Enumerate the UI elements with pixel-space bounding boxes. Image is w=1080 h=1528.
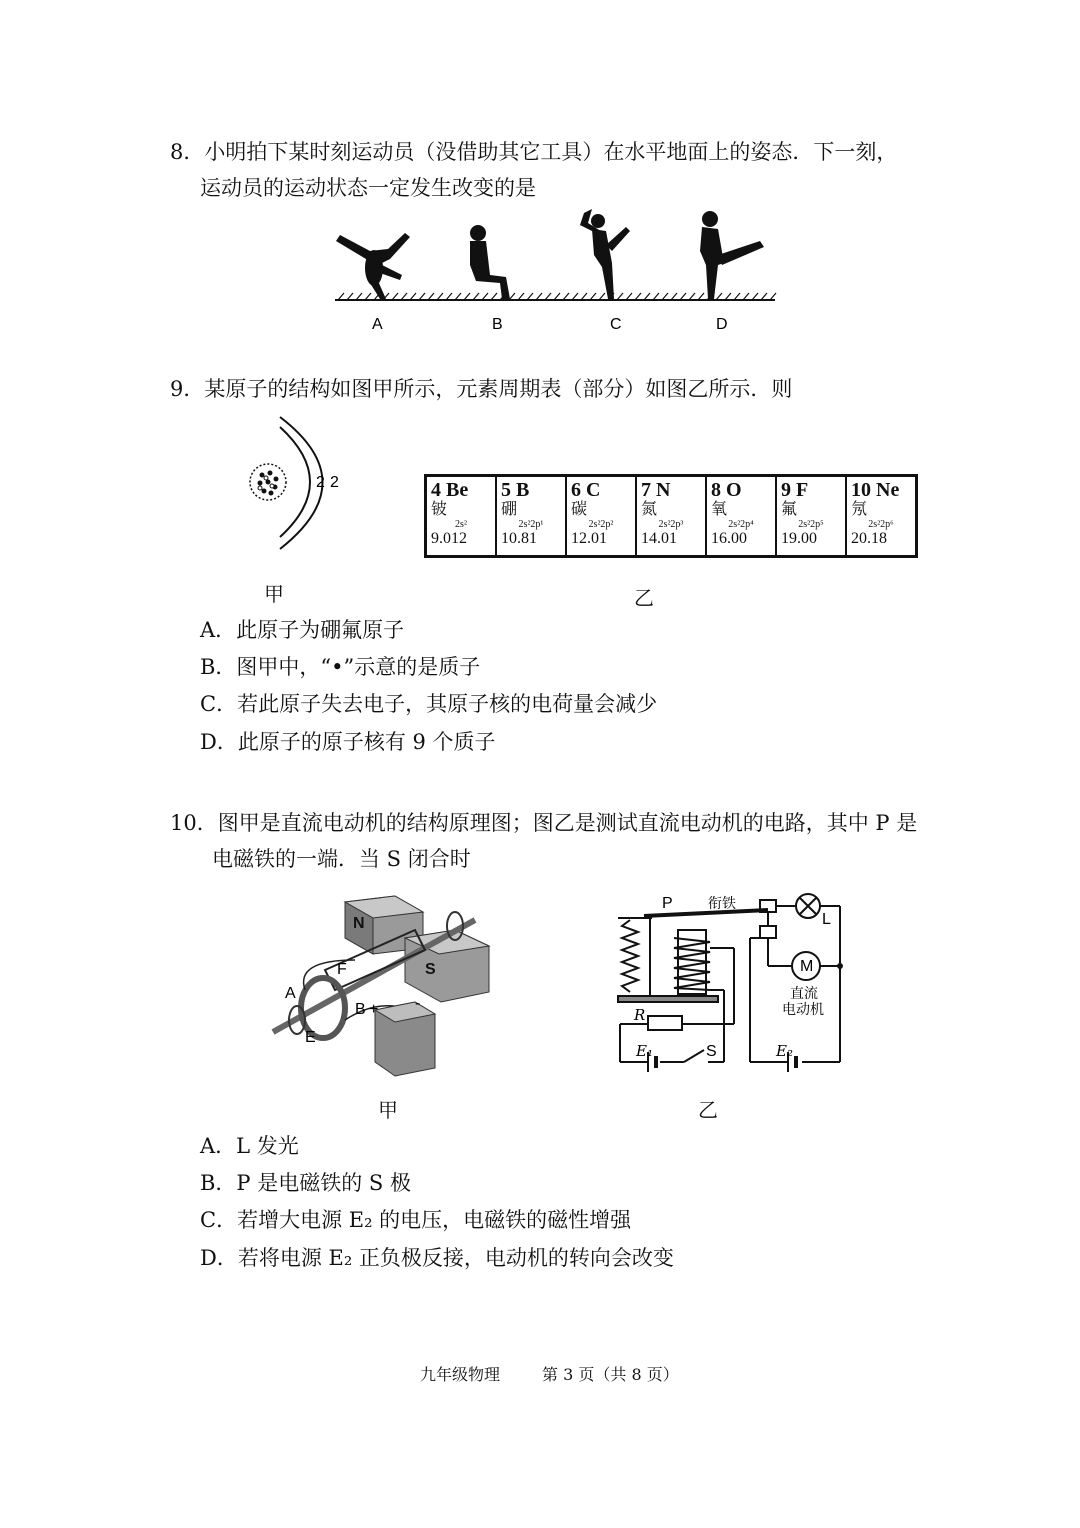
q9-option-b[interactable]: B．图甲中，“•”示意的是质子 bbox=[200, 655, 481, 679]
q10-option-b[interactable]: B．P 是电磁铁的 S 极 bbox=[200, 1171, 411, 1195]
label-plus: + bbox=[369, 1001, 379, 1018]
label-f: F bbox=[337, 961, 347, 978]
q10-caption-jia: 甲 bbox=[378, 1098, 398, 1122]
element-mass: 12.01 bbox=[571, 530, 607, 547]
element-cell bbox=[636, 476, 706, 557]
label-motor-line2: 电动机 bbox=[782, 1002, 824, 1018]
element-cell bbox=[426, 476, 497, 557]
element-name: 硼 bbox=[501, 501, 518, 518]
label-m: M bbox=[800, 958, 814, 975]
battery bbox=[375, 1002, 435, 1076]
q10-option-d[interactable]: D．若将电源 E₂ 正负极反接，电动机的转向会改变 bbox=[200, 1246, 674, 1270]
element-symbol: 5 B bbox=[501, 479, 530, 501]
element-cell bbox=[566, 476, 636, 557]
q10-stem-line2: 电磁铁的一端．当 S 闭合时 bbox=[212, 847, 471, 871]
element-config: 2s²2p⁶ bbox=[868, 519, 894, 530]
element-symbol: 10 Ne bbox=[851, 479, 900, 501]
q9-option-a[interactable]: A．此原子为硼氟原子 bbox=[200, 618, 405, 642]
label-minus: - bbox=[415, 995, 421, 1012]
element-config: 2s²2p² bbox=[588, 519, 614, 530]
q10-number: 10． bbox=[170, 811, 218, 835]
element-symbol: 7 N bbox=[641, 479, 671, 501]
spring bbox=[622, 920, 638, 992]
athlete-b-silhouette bbox=[470, 225, 510, 299]
magnet-s-label: S bbox=[425, 961, 436, 978]
q8-stem-line2: 运动员的运动状态一定发生改变的是 bbox=[200, 176, 536, 200]
periodic-table-row bbox=[426, 476, 917, 557]
periodic-table-partial bbox=[424, 474, 918, 558]
label-motor-line1: 直流 bbox=[790, 986, 818, 1002]
shell-1-label: 2 bbox=[316, 474, 325, 491]
q8-stem-line1: 8．小明拍下某时刻运动员（没借助其它工具）在水平地面上的姿态．下一刻， bbox=[170, 140, 898, 164]
element-mass: 20.18 bbox=[851, 530, 887, 547]
motor-test-circuit bbox=[600, 890, 850, 1080]
label-armature: 衔铁 bbox=[708, 896, 736, 912]
element-name: 铍 bbox=[431, 501, 448, 518]
element-cell bbox=[496, 476, 566, 557]
q9-number: 9． bbox=[170, 377, 205, 401]
element-name: 氟 bbox=[781, 501, 798, 518]
label-e2: E₂ bbox=[776, 1042, 793, 1060]
element-symbol: 4 Be bbox=[431, 479, 469, 501]
label-a: A bbox=[285, 985, 296, 1002]
element-mass: 10.81 bbox=[501, 530, 537, 547]
atom-structure-diagram bbox=[240, 415, 360, 565]
q10-option-a[interactable]: A．L 发光 bbox=[200, 1134, 299, 1158]
resistor-r bbox=[648, 1016, 682, 1030]
element-config: 2s²2p¹ bbox=[518, 519, 544, 530]
electromagnet-coil bbox=[674, 938, 710, 990]
fig-label-a: A bbox=[372, 316, 383, 333]
q9-option-c[interactable]: C．若此原子失去电子，其原子核的电荷量会减少 bbox=[200, 692, 658, 716]
element-mass: 14.01 bbox=[641, 530, 677, 547]
fig-label-b: B bbox=[492, 316, 503, 333]
element-mass: 16.00 bbox=[711, 530, 747, 547]
athlete-c-silhouette bbox=[580, 209, 630, 299]
element-name: 氧 bbox=[711, 501, 728, 518]
shell-2-label: 2 bbox=[330, 474, 339, 491]
label-b: B bbox=[355, 1001, 366, 1018]
q9-caption-jia: 甲 bbox=[264, 582, 284, 606]
magnet-n-label: N bbox=[353, 915, 365, 932]
element-symbol: 9 F bbox=[781, 479, 809, 501]
label-p: P bbox=[662, 895, 673, 912]
element-cell bbox=[846, 476, 917, 557]
element-symbol: 8 O bbox=[711, 479, 742, 501]
element-symbol: 6 C bbox=[571, 479, 601, 501]
magnet-s bbox=[405, 930, 489, 1002]
element-mass: 9.012 bbox=[431, 530, 467, 547]
athlete-a-silhouette bbox=[336, 233, 410, 299]
element-name: 氖 bbox=[851, 501, 868, 518]
q10-option-c[interactable]: C．若增大电源 E₂ 的电压，电磁铁的磁性增强 bbox=[200, 1208, 632, 1232]
switch-s bbox=[684, 1050, 704, 1062]
fig-label-c: C bbox=[610, 316, 622, 333]
element-config: 2s² bbox=[455, 519, 467, 530]
element-cell bbox=[776, 476, 846, 557]
q9-caption-yi: 乙 bbox=[634, 586, 654, 610]
athlete-d-silhouette bbox=[700, 211, 764, 299]
element-name: 氮 bbox=[641, 501, 658, 518]
label-e1: E₁ bbox=[636, 1042, 653, 1060]
shell-1 bbox=[280, 427, 310, 537]
element-name: 碳 bbox=[571, 501, 588, 518]
label-l: L bbox=[822, 911, 831, 928]
q8-figure-athletes bbox=[330, 205, 780, 340]
footer-page-number: 第 3 页（共 8 页） bbox=[542, 1365, 679, 1384]
q9-stem: 9．某原子的结构如图甲所示，元素周期表（部分）如图乙所示．则 bbox=[170, 377, 793, 401]
label-s: S bbox=[706, 1043, 717, 1060]
q10-caption-yi: 乙 bbox=[698, 1098, 718, 1122]
nucleus-particles bbox=[258, 471, 279, 496]
q9-option-d[interactable]: D．此原子的原子核有 9 个质子 bbox=[200, 730, 496, 754]
q8-number: 8． bbox=[170, 140, 205, 164]
footer-subject: 九年级物理 bbox=[420, 1365, 501, 1384]
element-config: 2s²2p³ bbox=[658, 519, 684, 530]
fig-label-d: D bbox=[716, 316, 728, 333]
element-config: 2s²2p⁴ bbox=[728, 519, 754, 530]
element-config: 2s²2p⁵ bbox=[798, 519, 824, 530]
element-cell bbox=[706, 476, 776, 557]
dc-motor-diagram bbox=[265, 890, 505, 1080]
q10-stem-line1: 10．图甲是直流电动机的结构原理图；图乙是测试直流电动机的电路，其中 P 是 bbox=[170, 811, 918, 835]
label-e: E bbox=[305, 1029, 316, 1046]
element-mass: 19.00 bbox=[781, 530, 817, 547]
label-r: R bbox=[634, 1006, 646, 1024]
